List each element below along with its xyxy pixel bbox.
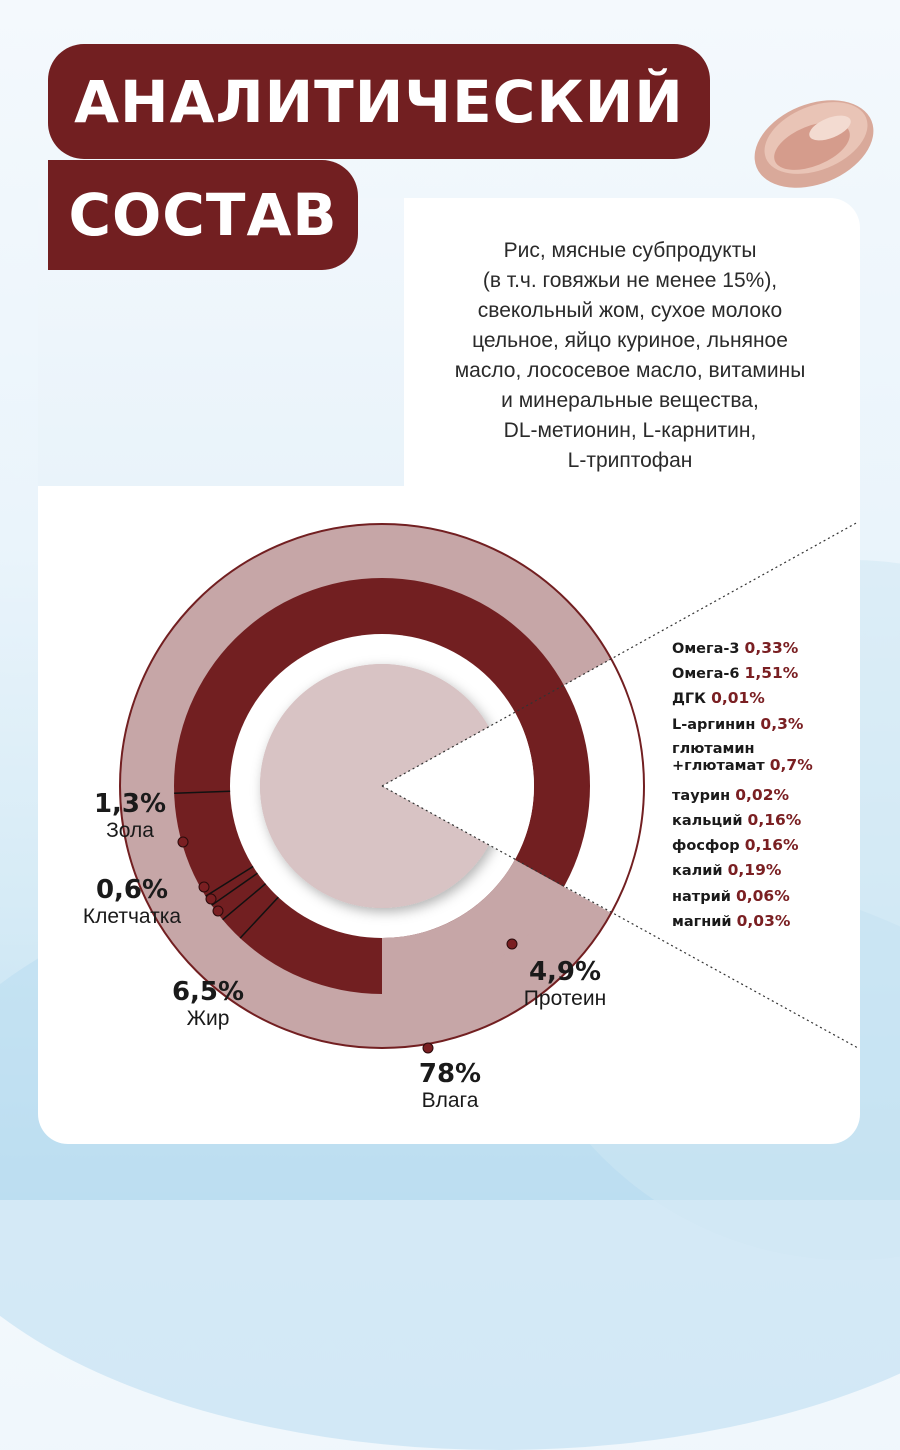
nutrient-row: [672, 888, 872, 913]
nutrient-name: L-аргинин: [672, 716, 761, 733]
nutrient-value: 0,06%: [735, 886, 790, 905]
nutrient-row: [672, 913, 872, 938]
nutrient-name: натрий: [672, 888, 736, 905]
nutrient-row: [672, 837, 872, 862]
nutrient-name: магний: [672, 913, 737, 930]
nutrient-row: [672, 812, 872, 837]
nutrient-row: [672, 716, 872, 741]
name-zola: Зола: [106, 818, 154, 842]
name-vlaga: Влага: [421, 1088, 479, 1112]
nutrient-value: 0,03%: [736, 911, 791, 930]
nutrient-value: 0,7%: [769, 755, 813, 774]
dot-protein: [507, 939, 517, 949]
nutrient-row: [672, 690, 872, 715]
nutrient-name: фосфор: [672, 838, 745, 855]
nutrient-value: 0,19%: [727, 861, 782, 880]
nutrient-name: Омега-3: [672, 641, 745, 657]
dot-vlaga: [423, 1043, 433, 1053]
label-protein: [505, 958, 625, 1010]
value-kletchatka: 0,6%: [95, 875, 169, 905]
nutrient-value: 0,3%: [760, 714, 804, 733]
nutrient-value: 0,16%: [744, 836, 799, 855]
label-kletchatka: [62, 876, 202, 928]
nutrients-list: [672, 640, 872, 938]
value-protein: 4,9%: [528, 957, 602, 987]
name-protein: Протеин: [523, 986, 607, 1010]
nutrient-name-line2: +глютамат: [672, 757, 770, 774]
value-zhir: 6,5%: [171, 977, 245, 1007]
nutrient-name: Омега-6: [672, 666, 745, 683]
nutrient-name: кальций: [672, 812, 748, 829]
label-zhir: [148, 978, 268, 1030]
label-vlaga: [390, 1060, 510, 1112]
value-vlaga: 78%: [418, 1059, 482, 1089]
label-zola: [70, 790, 190, 842]
nutrient-value: 0,01%: [711, 689, 765, 708]
nutrient-row: [672, 862, 872, 887]
nutrient-row: [672, 665, 872, 690]
title-line-2: СОСТАВ: [48, 160, 358, 270]
nutrient-name: калий: [672, 863, 728, 880]
nutrient-value: 0,16%: [747, 810, 802, 829]
nutrient-value: 1,51%: [744, 664, 799, 683]
name-zhir: Жир: [186, 1006, 230, 1030]
dot-kletchatka-2: [206, 894, 216, 904]
nutrient-name: глютамин: [672, 740, 755, 757]
nutrient-value: 0,02%: [735, 785, 790, 804]
nutrient-row: [672, 787, 872, 812]
name-kletchatka: Клетчатка: [82, 904, 182, 928]
nutrient-value: 0,33%: [744, 639, 799, 657]
title-line-1: АНАЛИТИЧЕСКИЙ: [48, 44, 710, 159]
dot-zhir: [213, 906, 223, 916]
value-zola: 1,3%: [93, 789, 167, 819]
nutrient-row: [672, 640, 872, 665]
ingredients-text: Рис, мясные субпродукты (в т.ч. говяжьи не менее 15%), свекольный жом, сухое молоко цельное, яйцо куриное, льняное масло, лососевое масло, витамины и минеральные вещества, DL-метионин, L-карнитин, L-триптофан: [454, 239, 806, 472]
nutrient-name: ДГК: [672, 691, 712, 708]
nutrient-row: [672, 741, 872, 787]
nutrient-name: таурин: [672, 787, 736, 804]
